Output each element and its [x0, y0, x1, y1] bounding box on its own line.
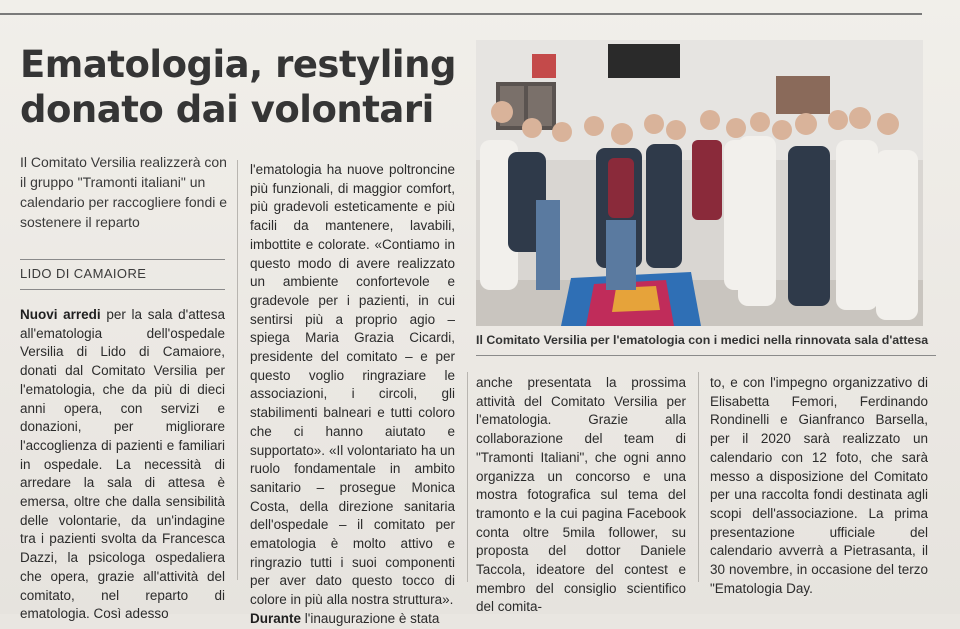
- group-photo-illustration: [476, 40, 923, 326]
- dateline-rule-bottom: [20, 289, 225, 290]
- caption-rule: [476, 355, 936, 356]
- top-rule: [0, 13, 922, 15]
- column-2-tail-text: l'inaugurazione è stata: [301, 610, 440, 626]
- column-1-text: per la sala d'attesa all'ematologia dell'ospedale Versilia di Lido di Camaiore, donati dal Comitato Versilia per l'ematologia, che da più di dieci anni opera, con servizi e donazioni, per migliorare l'accoglienza di pazienti e familiari in ospedale. La necessità di arredare la sala di attesa è emersa, oltre che dalla sensibilità delle volontarie, da un'indagine tra i pazienti svolta da Francesca Dazzi, la psicologa ospedaliera che opera, grazie all'attività del comitato, nel reparto di ematologia. Così adesso: [20, 307, 225, 622]
- article-column-2: [250, 161, 455, 629]
- subhead: Il Comitato Versilia realizzerà con il gruppo "Tramonti italiani" un calendario per raccogliere fondi e sostenere il reparto: [20, 154, 228, 230]
- lead-in-bold: Nuovi arredi: [20, 307, 101, 322]
- column-separator-3: [467, 372, 468, 582]
- column-separator-4: [698, 372, 699, 582]
- article-column-1: [20, 306, 225, 624]
- column-separator: [237, 160, 238, 580]
- article-column-3: anche presentata la prossima attività del Comitato Versilia per l'ematologia. Grazie alla collaborazione del team di "Tramonti Italiani", che ogni anno organizza un concorso e una mostra fotografica sul tema del tramonto e la cui pagina Facebook conta oltre 5mila follower, su proposta del dottor Daniele Taccola, ideatore del contest e membro del consiglio scientifico del comita-: [476, 375, 686, 615]
- article-column-4: to, e con l'impegno organizzativo di Elisabetta Femori, Ferdinando Rondinelli e Gianfranco Barsella, per il 2020 sarà realizzato un calendario con 12 foto, che sarà messo a disposizione del Comitato per una raccolta fondi destinata agli scopi dell'associazione. La prima presentazione ufficiale del calendario avverrà a Pietrasanta, il 30 novembre, in occasione del terzo "Ematologia Day.: [710, 375, 928, 596]
- headline-line-2: donato dai volontari: [20, 88, 434, 131]
- headline-line-1: Ematologia, restyling: [20, 43, 456, 86]
- photo-caption: Il Comitato Versilia per l'ematologia con i medici nella rinnovata sala d'attesa: [476, 333, 929, 347]
- dateline: LIDO DI CAMAIORE: [20, 266, 147, 281]
- dateline-rule-top: [20, 259, 225, 260]
- article-photo: [476, 40, 923, 326]
- column-2-text: l'ematologia ha nuove poltroncine più funzionali, di maggior comfort, più gradevoli esteticamente e più facili da mantenere, lavabili, imbottite e colorate. «Contiamo in questo modo di avere realizzato un ambiente confortevole e gradevole per i pazienti, in cui sentirsi più a proprio agio – spiega Maria Grazia Cicardi, presidente del comitato – e per questo voglio ringraziare le associazioni, i circoli, gli stabilimenti balneari e tutti coloro che ci hanno aiutato e supportato». «Il volontariato ha un ruolo fondamentale in ambito sanitario – prosegue Monica Costa, della direzione sanitaria dell'ospedale – il comitato per ematologia è molto attivo e ringrazio tutti i suoi componenti per aver dato questo tocco di colore in più alla nostra struttura».: [250, 162, 455, 608]
- headline: [20, 42, 470, 132]
- lead-in-bold-2: Durante: [250, 610, 302, 626]
